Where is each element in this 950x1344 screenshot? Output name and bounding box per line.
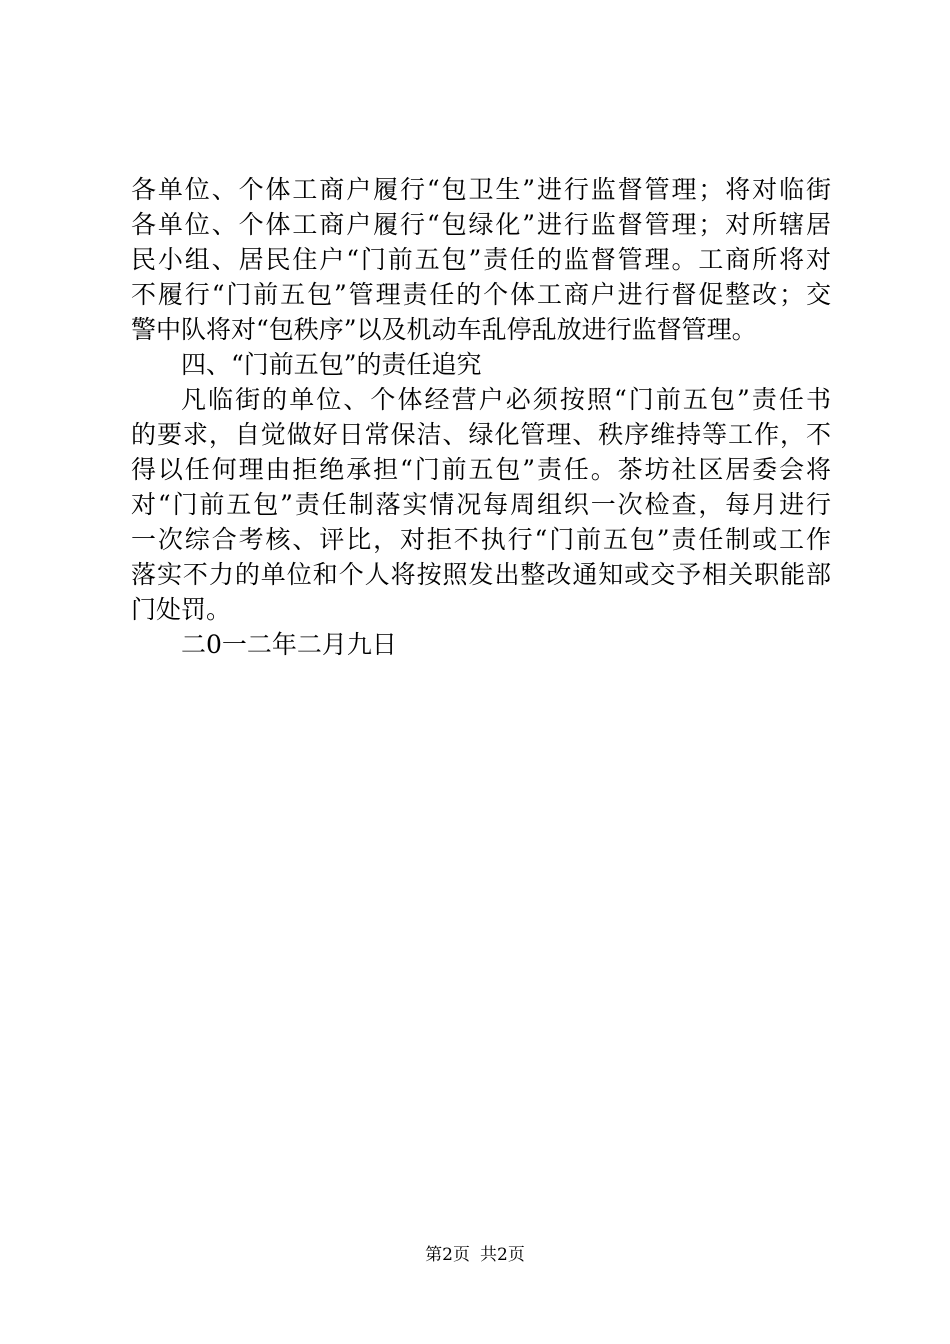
paragraph-line: 的要求，自觉做好日常保洁、绿化管理、秩序维持等工作，不: [131, 420, 831, 449]
paragraph-line: 警中队将对“包秩序”以及机动车乱停乱放进行监督管理。: [131, 315, 757, 344]
paragraph-line: 门处罚。: [131, 595, 232, 624]
paragraph-line: 落实不力的单位和个人将按照发出整改通知或交予相关职能部: [131, 560, 831, 589]
section-heading: 四、“门前五包”的责任追究: [181, 350, 482, 379]
paragraph-line: 各单位、个体工商户履行“包绿化”进行监督管理；对所辖居: [131, 210, 831, 239]
paragraph-responsibility: [131, 382, 831, 627]
paragraph-line: 民小组、居民住户“门前五包”责任的监督管理。工商所将对: [131, 245, 831, 274]
paragraph-line: 凡临街的单位、个体经营户必须按照“门前五包”责任书: [181, 385, 831, 414]
document-date: 二0一二年二月九日: [181, 630, 397, 659]
paragraph-line: 一次综合考核、评比，对拒不执行“门前五包”责任制或工作: [131, 525, 831, 554]
paragraph-line: 对“门前五包”责任制落实情况每周组织一次检查，每月进行: [131, 490, 831, 519]
paragraph-line: 各单位、个体工商户履行“包卫生”进行监督管理；将对临街: [131, 175, 831, 204]
paragraph-line: 得以任何理由拒绝承担“门前五包”责任。茶坊社区居委会将: [131, 455, 831, 484]
page-total: 共2页: [480, 1245, 525, 1265]
page-number: 第2页: [425, 1245, 470, 1265]
paragraph-line: 不履行“门前五包”管理责任的个体工商户进行督促整改；交: [131, 280, 831, 309]
document-body: [131, 172, 831, 662]
page-footer: [0, 1244, 950, 1266]
paragraph-continued: [131, 172, 831, 347]
